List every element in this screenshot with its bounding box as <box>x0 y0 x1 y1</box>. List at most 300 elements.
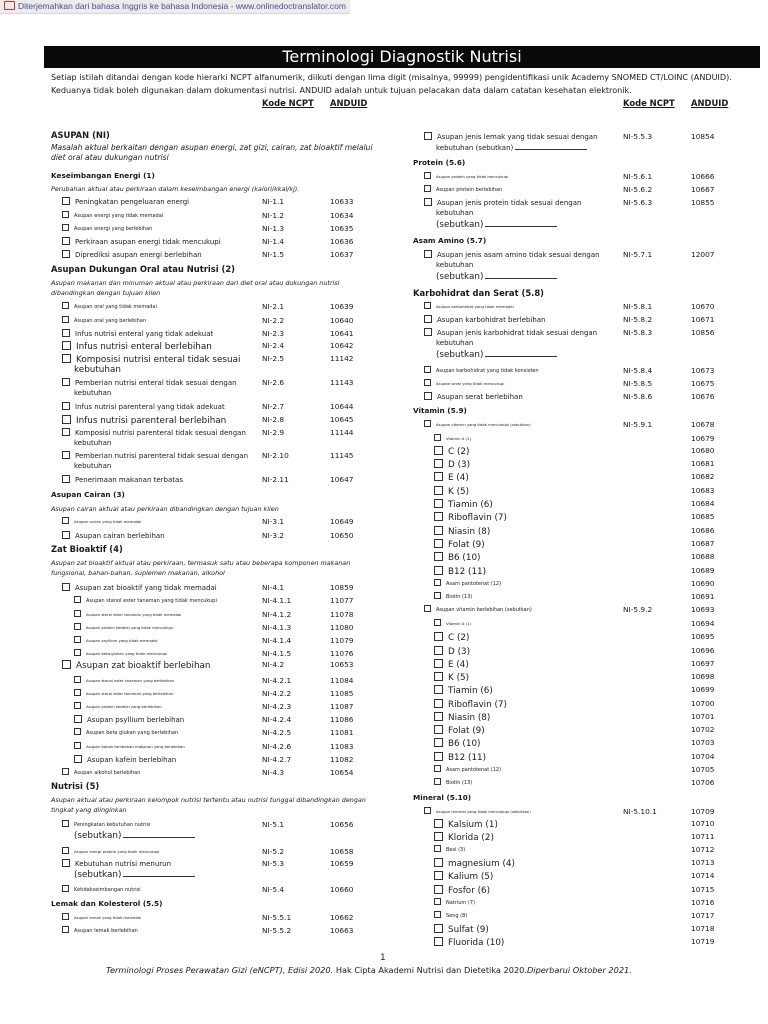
term-label: Asupan serat yang tidak mencukupi <box>436 381 505 386</box>
term-row[interactable] <box>434 699 507 711</box>
term-row[interactable] <box>434 898 475 908</box>
anduid: 11080 <box>330 623 354 632</box>
ncpt-code: NI-5.9.2 <box>623 605 653 614</box>
term-label-cont: kebutuhan <box>436 339 474 347</box>
term-row[interactable] <box>434 858 515 870</box>
term-row[interactable] <box>434 725 485 737</box>
term-label: D (3) <box>448 647 471 657</box>
ncpt-code: NI-5.6.3 <box>623 198 653 207</box>
term-checkbox[interactable] <box>62 768 69 775</box>
anduid: 10666 <box>691 172 715 181</box>
anduid: 10635 <box>330 224 354 233</box>
term-checkbox[interactable] <box>434 725 443 734</box>
term-row[interactable] <box>434 685 493 697</box>
anduid: 10654 <box>330 768 354 777</box>
ncpt-code: NI-4.1.4 <box>262 636 292 645</box>
term-checkbox[interactable] <box>62 378 70 386</box>
ncpt-code: NI-4.2.3 <box>262 702 292 711</box>
anduid: 10712 <box>691 845 715 854</box>
term-label: magnesium (4) <box>448 859 515 869</box>
ncpt-code: NI-1.4 <box>262 237 285 246</box>
term-row[interactable] <box>434 486 469 498</box>
footer <box>106 965 632 975</box>
term-checkbox[interactable] <box>434 579 441 586</box>
term-label-cont: (sebutkan) <box>74 869 195 881</box>
term-row[interactable] <box>424 172 508 182</box>
anduid: 11087 <box>330 702 354 711</box>
term-row[interactable] <box>424 250 600 260</box>
term-label: Asupan jenis lemak yang tidak sesuai dengan <box>437 133 598 141</box>
term-label: Asupan sterol ester tanaman yang tidak memadai <box>86 612 182 617</box>
term-checkbox[interactable] <box>74 728 81 735</box>
term-row[interactable] <box>434 499 493 511</box>
ncpt-code: NI-1.1 <box>262 197 285 206</box>
term-checkbox[interactable] <box>434 871 443 880</box>
term-row[interactable] <box>62 329 213 339</box>
term-checkbox[interactable] <box>62 475 70 483</box>
term-row[interactable] <box>434 832 494 844</box>
term-row[interactable] <box>424 379 504 389</box>
term-checkbox[interactable] <box>434 552 443 561</box>
term-row[interactable] <box>74 610 181 620</box>
term-checkbox[interactable] <box>424 302 431 309</box>
anduid: 10644 <box>330 402 354 411</box>
term-checkbox[interactable] <box>424 198 432 206</box>
term-row[interactable] <box>74 715 184 725</box>
term-row[interactable] <box>62 402 225 412</box>
term-checkbox[interactable] <box>434 619 441 626</box>
term-row[interactable] <box>434 552 481 564</box>
term-row[interactable] <box>74 596 217 606</box>
term-label: Asupan beta glukan yang berlebihan <box>86 730 179 736</box>
term-checkbox[interactable] <box>434 446 443 455</box>
term-row[interactable] <box>434 566 486 578</box>
term-label: Kebutuhan nutrisi menurun <box>75 860 172 868</box>
term-checkbox[interactable] <box>62 531 70 539</box>
term-checkbox[interactable] <box>434 685 443 694</box>
term-checkbox[interactable] <box>62 354 71 363</box>
term-checkbox[interactable] <box>434 512 443 521</box>
term-row[interactable] <box>424 328 597 338</box>
term-label: Diprediksi asupan energi berlebihan <box>75 251 202 259</box>
term-row[interactable] <box>434 579 501 589</box>
term-row[interactable] <box>62 378 237 388</box>
term-label-cont: (sebutkan) <box>436 219 557 231</box>
term-label: C (2) <box>448 447 470 457</box>
term-row[interactable] <box>434 659 469 671</box>
term-row[interactable] <box>62 451 248 461</box>
term-row[interactable] <box>434 885 490 897</box>
term-row[interactable] <box>74 623 173 633</box>
term-row[interactable] <box>434 526 490 538</box>
translation-banner[interactable] <box>0 0 350 14</box>
term-label: Fluorida (10) <box>448 938 505 948</box>
ncpt-code: NI-5.4 <box>262 885 285 894</box>
term-checkbox[interactable] <box>74 623 81 630</box>
term-checkbox[interactable] <box>434 738 443 747</box>
term-label: Asupan cairan yang tidak memadai <box>74 519 142 524</box>
term-checkbox[interactable] <box>434 858 443 867</box>
term-checkbox[interactable] <box>74 596 81 603</box>
term-row[interactable] <box>62 583 217 593</box>
ncpt-code: NI-4.2.7 <box>262 755 292 764</box>
document-icon <box>4 1 15 10</box>
term-row[interactable] <box>74 755 176 765</box>
term-label: Folat (9) <box>448 726 485 736</box>
term-row[interactable] <box>424 198 581 208</box>
term-checkbox[interactable] <box>434 499 443 508</box>
anduid: 10647 <box>330 475 354 484</box>
term-label-cont: kebutuhan (sebutkan) <box>436 142 587 153</box>
anduid: 10667 <box>691 185 715 194</box>
term-checkbox[interactable] <box>434 592 441 599</box>
anduid: 11142 <box>330 354 354 363</box>
anduid: 11084 <box>330 676 354 685</box>
term-row[interactable] <box>62 926 138 936</box>
term-checkbox[interactable] <box>74 610 81 617</box>
term-label: Asupan serat berlebihan <box>437 393 523 401</box>
term-checkbox[interactable] <box>424 420 431 427</box>
intro-paragraph: Setiap istilah ditandai dengan kode hierarki NCPT alfanumerik, diikuti dengan lima digit (misalnya, 99999) pengidentifikasi unik Academy SNOMED CT/LOINC (ANDUID). Keduanya tidak boleh digunakan dalam dokumentasi nutrisi. ANDUID adalah untuk tujuan pelacakan data dalam catatan kesehatan elektronik. <box>51 72 732 95</box>
term-checkbox[interactable] <box>62 451 70 459</box>
term-label: B6 (10) <box>448 739 481 749</box>
fill-in-blank[interactable] <box>123 869 195 877</box>
term-label: Pemberian nutrisi enteral tidak sesuai dengan <box>75 379 237 387</box>
term-checkbox[interactable] <box>62 402 70 410</box>
term-row[interactable] <box>434 765 501 775</box>
anduid: 10637 <box>330 250 354 259</box>
term-checkbox[interactable] <box>434 646 443 655</box>
term-row[interactable] <box>434 871 493 883</box>
term-row[interactable] <box>434 539 485 551</box>
term-row[interactable] <box>62 341 212 353</box>
term-checkbox[interactable] <box>62 926 69 933</box>
ncpt-code: NI-5.8.6 <box>623 392 653 401</box>
term-label: Biotin (13) <box>446 780 473 786</box>
anduid: 10704 <box>691 752 715 761</box>
term-row[interactable] <box>434 752 486 764</box>
term-row[interactable] <box>62 517 141 527</box>
term-checkbox[interactable] <box>434 845 441 852</box>
term-row[interactable] <box>62 224 152 234</box>
term-row[interactable] <box>62 660 211 672</box>
term-label: Asupan energi protein yang tidak mencukupi <box>74 849 160 854</box>
anduid: 11144 <box>330 428 354 437</box>
anduid: 10649 <box>330 517 354 526</box>
ncpt-code: NI-5.2 <box>262 847 285 856</box>
anduid: 10640 <box>330 316 354 325</box>
term-label: Asupan jenis protein tidak sesuai dengan <box>437 199 582 207</box>
term-checkbox[interactable] <box>434 632 443 641</box>
term-checkbox[interactable] <box>74 649 81 656</box>
term-checkbox[interactable] <box>74 689 81 696</box>
term-row[interactable] <box>434 459 470 471</box>
term-checkbox[interactable] <box>424 328 432 336</box>
anduid: 10650 <box>330 531 354 540</box>
term-row[interactable] <box>424 807 531 817</box>
term-checkbox[interactable] <box>424 315 432 323</box>
term-checkbox[interactable] <box>434 539 443 548</box>
ncpt-code: NI-2.6 <box>262 378 285 387</box>
term-checkbox[interactable] <box>424 366 431 373</box>
section-title: Keseimbangan Energi (1) <box>51 171 155 180</box>
term-row[interactable] <box>62 211 163 221</box>
term-row[interactable] <box>434 592 472 602</box>
section-title: Protein (5.6) <box>413 158 466 167</box>
term-row[interactable] <box>74 649 167 659</box>
anduid: 10641 <box>330 329 354 338</box>
term-checkbox[interactable] <box>434 937 443 946</box>
term-checkbox[interactable] <box>62 859 70 867</box>
term-checkbox[interactable] <box>62 250 70 258</box>
term-checkbox[interactable] <box>74 676 81 683</box>
ncpt-code: NI-4.2.2 <box>262 689 292 698</box>
term-row[interactable] <box>434 512 507 524</box>
term-label: Komposisi nutrisi enteral tidak sesuai <box>76 355 241 365</box>
term-checkbox[interactable] <box>62 237 70 245</box>
term-checkbox[interactable] <box>62 211 69 218</box>
section-title: Asupan Cairan (3) <box>51 490 125 499</box>
ncpt-code: NI-5.8.5 <box>623 379 653 388</box>
anduid: 10691 <box>691 592 715 601</box>
term-checkbox[interactable] <box>434 765 441 772</box>
term-checkbox[interactable] <box>424 392 432 400</box>
section-description: Asupan zat bioaktif aktual atau perkiraan, termasuk satu atau beberapa komponen makanan fungsional, bahan-bahan, suplemen makanan, alkohol <box>51 559 351 577</box>
anduid: 10673 <box>691 366 715 375</box>
term-row[interactable] <box>424 366 539 376</box>
term-row[interactable] <box>434 446 469 458</box>
term-checkbox[interactable] <box>434 778 441 785</box>
term-checkbox[interactable] <box>434 819 443 828</box>
section-title: Zat Bioaktif (4) <box>51 544 123 554</box>
term-checkbox[interactable] <box>434 434 441 441</box>
term-checkbox[interactable] <box>434 885 443 894</box>
anduid: 10676 <box>691 392 715 401</box>
term-row[interactable] <box>62 237 221 247</box>
anduid: 10714 <box>691 871 715 880</box>
term-checkbox[interactable] <box>74 636 81 643</box>
term-row[interactable] <box>434 845 465 855</box>
anduid: 10687 <box>691 539 715 548</box>
term-checkbox[interactable] <box>424 807 431 814</box>
term-row[interactable] <box>62 847 159 857</box>
term-label: Infus nutrisi enteral yang tidak adekuat <box>75 330 214 338</box>
term-checkbox[interactable] <box>62 517 69 524</box>
term-checkbox[interactable] <box>424 185 431 192</box>
term-row[interactable] <box>62 250 202 260</box>
term-label: B6 (10) <box>448 553 481 563</box>
section-description: Masalah aktual berkaitan dengan asupan energi, zat gizi, cairan, zat bioaktif melalui diet oral atau dukungan nutrisi <box>51 143 373 162</box>
term-checkbox[interactable] <box>424 250 432 258</box>
anduid: 10645 <box>330 415 354 424</box>
term-checkbox[interactable] <box>74 702 81 709</box>
term-checkbox[interactable] <box>62 820 69 827</box>
ncpt-code: NI-4.1.1 <box>262 596 292 605</box>
col-header-anduid-left: ANDUID <box>330 98 368 108</box>
term-row[interactable] <box>62 302 157 312</box>
term-label: Asupan psyllium yang tidak memadai <box>86 638 158 643</box>
term-row[interactable] <box>424 315 545 325</box>
term-label-cont: (sebutkan) <box>436 349 557 361</box>
term-row[interactable] <box>424 132 598 142</box>
term-row[interactable] <box>434 819 498 831</box>
term-label-cont: kebutuhan <box>74 389 112 397</box>
term-label: Asupan oral yang tidak memadai <box>74 304 157 310</box>
ncpt-code: NI-2.5 <box>262 354 285 363</box>
term-checkbox[interactable] <box>434 672 443 681</box>
fill-in-blank[interactable] <box>485 349 557 357</box>
fill-in-blank[interactable] <box>123 830 195 838</box>
term-checkbox[interactable] <box>424 379 431 386</box>
anduid: 10854 <box>691 132 715 141</box>
term-row[interactable] <box>434 619 471 629</box>
anduid: 11086 <box>330 715 354 724</box>
term-checkbox[interactable] <box>434 752 443 761</box>
term-checkbox[interactable] <box>62 913 69 920</box>
term-row[interactable] <box>74 676 174 686</box>
term-row[interactable] <box>434 646 470 658</box>
term-checkbox[interactable] <box>62 316 69 323</box>
term-row[interactable] <box>424 302 514 312</box>
fill-in-blank[interactable] <box>515 142 587 150</box>
ncpt-code: NI-2.2 <box>262 316 285 325</box>
term-checkbox[interactable] <box>62 224 69 231</box>
term-checkbox[interactable] <box>434 472 443 481</box>
term-row[interactable] <box>74 689 173 699</box>
term-row[interactable] <box>74 728 178 738</box>
ncpt-code: NI-5.7.1 <box>623 250 653 259</box>
term-row[interactable] <box>74 636 158 646</box>
term-label: Folat (9) <box>448 540 485 550</box>
term-checkbox[interactable] <box>434 924 443 933</box>
term-checkbox[interactable] <box>62 847 69 854</box>
term-label: Asam pantotenat (12) <box>446 767 502 773</box>
term-label: Niasin (8) <box>448 713 491 723</box>
term-label: Niasin (8) <box>448 527 491 537</box>
term-row[interactable] <box>434 778 472 788</box>
anduid: 10675 <box>691 379 715 388</box>
term-row[interactable] <box>62 475 183 485</box>
term-row[interactable] <box>434 937 504 949</box>
term-row[interactable] <box>62 415 226 427</box>
term-checkbox[interactable] <box>62 885 69 892</box>
term-checkbox[interactable] <box>424 132 432 140</box>
term-row[interactable] <box>434 911 467 921</box>
term-checkbox[interactable] <box>74 715 82 723</box>
term-label-cont: (sebutkan) <box>74 830 195 842</box>
term-row[interactable] <box>74 702 162 712</box>
term-checkbox[interactable] <box>62 302 69 309</box>
term-row[interactable] <box>62 531 165 541</box>
term-checkbox[interactable] <box>62 660 71 669</box>
term-row[interactable] <box>62 913 141 923</box>
term-checkbox[interactable] <box>62 415 71 424</box>
term-label: Asupan kafein berlebihan <box>87 756 177 764</box>
term-row[interactable] <box>62 197 189 207</box>
term-checkbox[interactable] <box>434 526 443 535</box>
col-header-code-left: Kode NCPT <box>262 98 314 108</box>
ncpt-code: NI-4.2 <box>262 660 285 669</box>
section-description: Asupan makanan dan minuman aktual atau perkiraan dari diet oral atau dukungan nutrisi dibandingkan dengan tujuan klien <box>51 279 340 297</box>
term-checkbox[interactable] <box>424 172 431 179</box>
ncpt-code: NI-5.5.3 <box>623 132 653 141</box>
banner-text: Diterjemahkan dari bahasa Inggris ke bahasa Indonesia - www.onlinedoctranslator.com <box>18 1 346 11</box>
term-checkbox[interactable] <box>62 428 70 436</box>
term-row[interactable] <box>62 428 246 438</box>
term-row[interactable] <box>62 768 140 778</box>
term-label: B12 (11) <box>448 753 487 763</box>
term-row[interactable] <box>424 185 502 195</box>
term-checkbox[interactable] <box>434 699 443 708</box>
term-label: D (3) <box>448 460 471 470</box>
term-label: Asupan stanol ester tanaman yang tidak mencukupi <box>86 598 217 604</box>
term-row[interactable] <box>434 632 469 644</box>
anduid: 10693 <box>691 605 715 614</box>
ncpt-code: NI-2.11 <box>262 475 289 484</box>
term-checkbox[interactable] <box>434 459 443 468</box>
anduid: 10713 <box>691 858 715 867</box>
term-row[interactable] <box>62 820 150 830</box>
ncpt-code: NI-4.2.5 <box>262 728 292 737</box>
term-checkbox[interactable] <box>434 566 443 575</box>
term-row[interactable] <box>434 738 481 750</box>
term-label: Asam pantotenat (12) <box>446 581 502 587</box>
term-row[interactable] <box>434 472 469 484</box>
term-checkbox[interactable] <box>74 742 81 749</box>
term-checkbox[interactable] <box>62 341 71 350</box>
term-checkbox[interactable] <box>62 583 70 591</box>
term-checkbox[interactable] <box>424 605 431 612</box>
fill-in-blank[interactable] <box>485 219 557 227</box>
term-checkbox[interactable] <box>434 712 443 721</box>
section-title: Vitamin (5.9) <box>413 406 467 415</box>
footer-updated: Diperbarui Oktober 2021. <box>526 965 632 975</box>
term-checkbox[interactable] <box>434 832 443 841</box>
term-row[interactable] <box>424 420 531 430</box>
ncpt-code: NI-2.1 <box>262 302 285 311</box>
anduid: 10671 <box>691 315 715 324</box>
term-label: Asupan beta-glukan yang tidak mencukupi <box>86 651 168 656</box>
term-row[interactable] <box>62 316 146 326</box>
term-row[interactable] <box>434 434 471 444</box>
fill-in-blank[interactable] <box>485 271 557 279</box>
anduid: 10688 <box>691 552 715 561</box>
anduid: 11082 <box>330 755 354 764</box>
term-row[interactable] <box>74 742 185 752</box>
term-checkbox[interactable] <box>434 898 441 905</box>
term-row[interactable] <box>434 924 489 936</box>
term-row[interactable] <box>62 885 141 895</box>
anduid: 10716 <box>691 898 715 907</box>
ncpt-code: NI-2.3 <box>262 329 285 338</box>
term-checkbox[interactable] <box>434 911 441 918</box>
term-row[interactable] <box>424 392 523 402</box>
anduid: 10634 <box>330 211 354 220</box>
term-row[interactable] <box>424 605 532 615</box>
term-row[interactable] <box>434 672 469 684</box>
term-row[interactable] <box>434 712 490 724</box>
term-checkbox[interactable] <box>434 486 443 495</box>
ncpt-code: NI-5.6.2 <box>623 185 653 194</box>
term-row[interactable] <box>62 859 171 869</box>
term-label: Seng (8) <box>446 913 468 919</box>
ncpt-code: NI-3.1 <box>262 517 285 526</box>
term-checkbox[interactable] <box>62 329 70 337</box>
term-checkbox[interactable] <box>74 755 82 763</box>
term-label: Asupan jenis karbohidrat tidak sesuai dengan <box>437 329 598 337</box>
term-checkbox[interactable] <box>434 659 443 668</box>
term-checkbox[interactable] <box>62 197 70 205</box>
